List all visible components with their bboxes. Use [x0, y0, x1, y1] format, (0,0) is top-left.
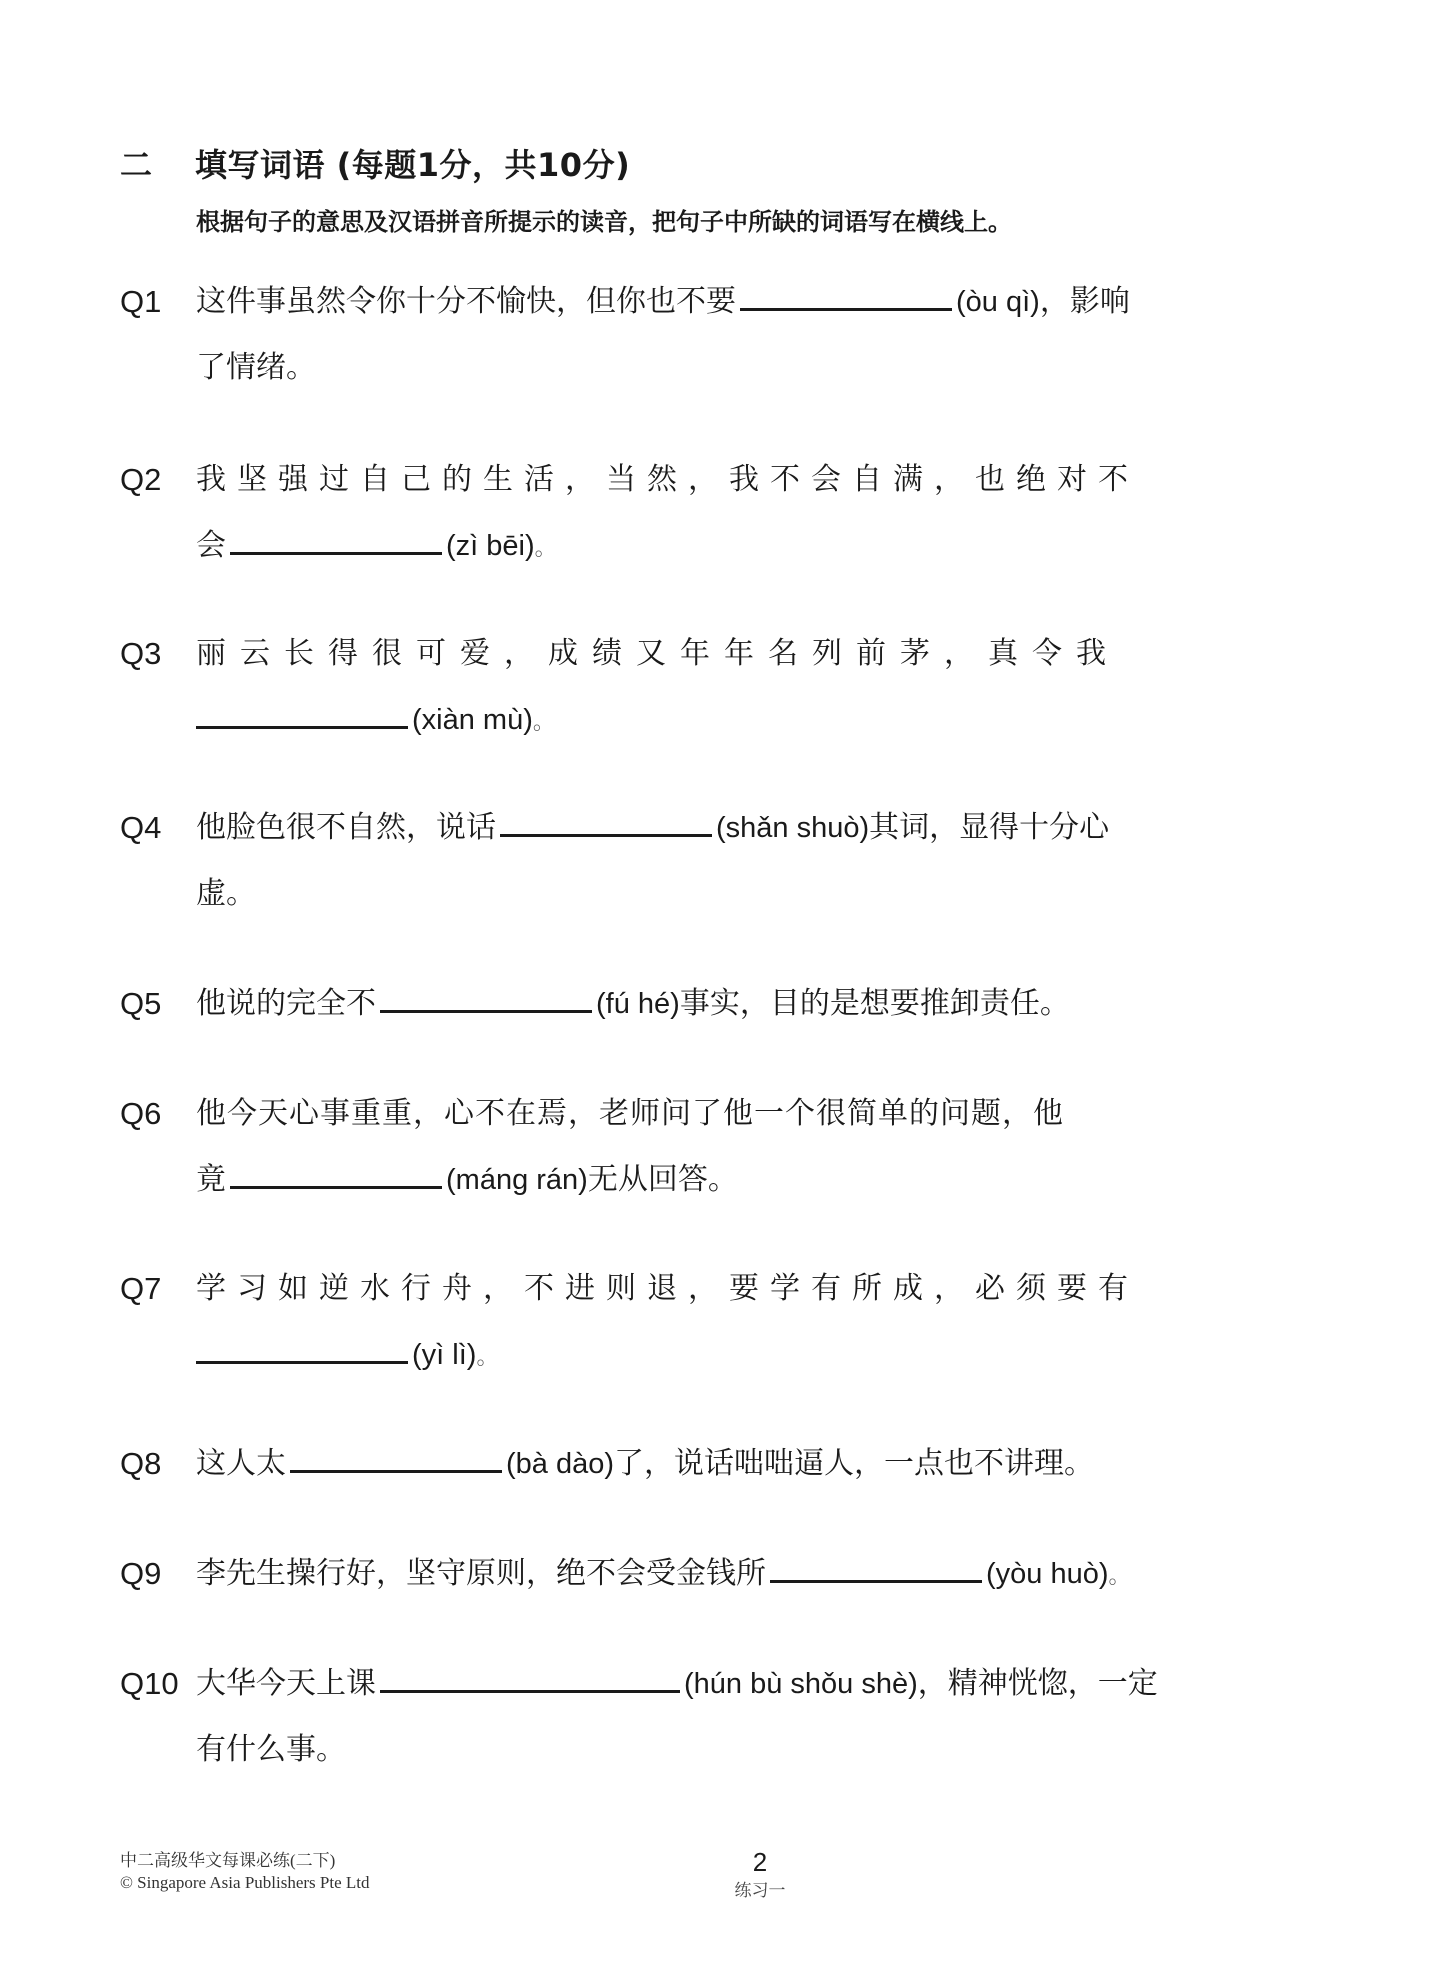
question-text: 他脸色很不自然，说话: [196, 810, 496, 845]
footer-left: [120, 1850, 370, 1894]
section-instruction: 根据句子的意思及汉语拼音所提示的读音，把句子中所缺的词语写在横线上。: [196, 208, 1012, 236]
question-line: [196, 448, 1139, 512]
question-text: 了情绪。: [196, 350, 316, 385]
question-text: 会: [196, 528, 226, 563]
question-number: Q10: [120, 1666, 179, 1701]
question-number: Q1: [120, 284, 162, 319]
question-number: Q6: [120, 1096, 162, 1131]
pinyin-hint: (fú hé): [596, 988, 680, 1020]
question-line: [196, 1148, 738, 1212]
answer-blank[interactable]: [740, 278, 952, 311]
question-line: [196, 336, 316, 400]
question-text: 这件事虽然令你十分不愉快，但你也不要: [196, 284, 736, 319]
footer-center: [700, 1848, 820, 1901]
question-text: ，影响: [1039, 284, 1130, 319]
question-text: 其词，显得十分心: [869, 810, 1110, 845]
book-title: 中二高级华文每课必练(二下): [120, 1851, 336, 1870]
question-line: [196, 796, 1109, 860]
question-number: Q2: [120, 462, 162, 497]
question-text: 。: [1108, 1564, 1131, 1589]
answer-blank[interactable]: [380, 1660, 680, 1693]
question-line: [196, 270, 1130, 334]
question-text: ，精神恍惚，一定: [917, 1666, 1158, 1701]
question-text: 竟: [196, 1162, 226, 1197]
question-number: Q9: [120, 1556, 162, 1591]
exercise-label: 练习一: [734, 1881, 786, 1901]
question-number: Q7: [120, 1271, 162, 1306]
pinyin-hint: (shǎn shuò): [716, 812, 870, 844]
answer-blank[interactable]: [230, 522, 442, 555]
question-number: Q3: [120, 636, 162, 671]
answer-blank[interactable]: [770, 1550, 982, 1583]
answer-blank[interactable]: [290, 1440, 502, 1473]
question-text: 无从回答。: [587, 1162, 738, 1197]
question-text: 。: [476, 1345, 499, 1370]
pinyin-hint: (bà dào): [506, 1448, 615, 1480]
question-line: [196, 1323, 498, 1390]
answer-blank[interactable]: [380, 980, 592, 1013]
question-text: 李先生操行好，坚守原则，绝不会受金钱所: [196, 1556, 766, 1591]
pinyin-hint: (òu qì): [956, 286, 1040, 318]
pinyin-hint: (yòu huò): [986, 1558, 1109, 1590]
question-text: 丽云长得很可爱，成绩又年年名列前茅，真令我: [196, 636, 1120, 671]
answer-blank[interactable]: [230, 1156, 442, 1189]
question-text: 事实，目的是想要推卸责任。: [679, 986, 1070, 1021]
page-number: 2: [752, 1847, 768, 1877]
question-line: [196, 514, 557, 581]
answer-blank[interactable]: [500, 804, 712, 837]
question-text: 大华今天上课: [196, 1666, 376, 1701]
question-line: [196, 1542, 1131, 1609]
question-line: [196, 1718, 346, 1782]
section-heading: [120, 140, 630, 186]
question-line: [196, 1652, 1158, 1716]
question-text: 我坚强过自己的生活，当然，我不会自满，也绝对不: [196, 462, 1139, 497]
pinyin-hint: (zì bēi): [446, 530, 535, 562]
question-text: 了，说话咄咄逼人，一点也不讲理。: [614, 1446, 1095, 1481]
copyright: © Singapore Asia Publishers Pte Ltd: [120, 1873, 370, 1892]
section-title: 填写词语 (每题1分，共10分): [195, 146, 631, 184]
pinyin-hint: (yì lì): [412, 1339, 477, 1371]
answer-blank[interactable]: [196, 1331, 408, 1364]
answer-blank[interactable]: [196, 696, 408, 729]
pinyin-hint: (hún bù shǒu shè): [684, 1668, 918, 1700]
question-line: [196, 1432, 1094, 1496]
question-number: Q5: [120, 986, 162, 1021]
question-line: [196, 862, 256, 926]
question-text: 虚。: [196, 876, 256, 911]
section-number: 二: [120, 146, 153, 184]
question-line: [196, 622, 1120, 686]
question-text: 他说的完全不: [196, 986, 376, 1021]
pinyin-hint: (xiàn mù): [412, 704, 533, 736]
question-line: [196, 1257, 1139, 1321]
question-text: 他今天心事重重，心不在焉，老师问了他一个很简单的问题，他: [196, 1096, 1064, 1131]
pinyin-hint: (máng rán): [446, 1164, 588, 1196]
question-line: [196, 972, 1070, 1036]
question-line: [196, 1082, 1064, 1146]
question-text: 。: [532, 710, 555, 735]
question-text: 这人太: [196, 1446, 286, 1481]
question-number: Q4: [120, 810, 162, 845]
question-text: 。: [534, 536, 557, 561]
question-number: Q8: [120, 1446, 162, 1481]
question-line: [196, 688, 555, 755]
question-text: 学习如逆水行舟，不进则退，要学有所成，必须要有: [196, 1271, 1139, 1306]
question-text: 有什么事。: [196, 1732, 346, 1767]
